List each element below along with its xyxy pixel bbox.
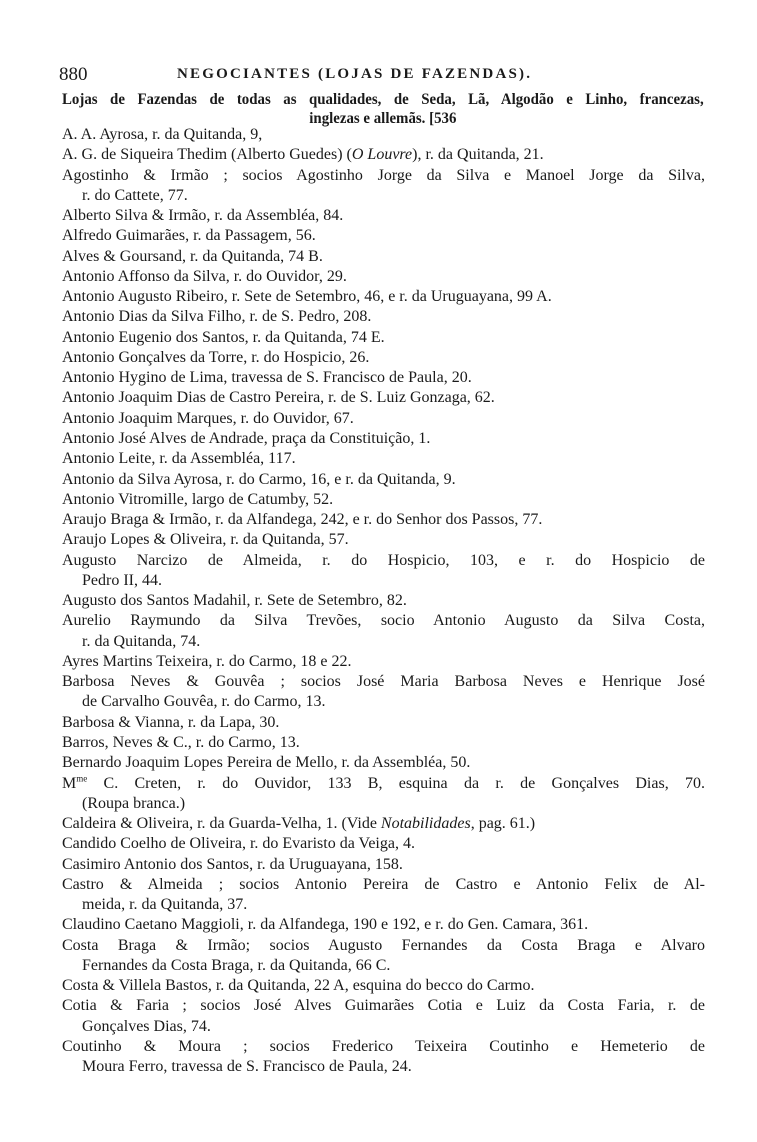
list-item (62, 206, 705, 226)
entry-continuation-line (62, 632, 705, 652)
list-item (62, 875, 705, 916)
entry-text: Costa Braga & Irmão; socios Augusto Fernandes da Costa Braga e Alvaro (62, 936, 705, 954)
entry-line (62, 206, 705, 226)
entry-line (62, 733, 705, 753)
entry-line (62, 449, 705, 469)
list-item (62, 307, 705, 327)
entry-text: Bernardo Joaquim Lopes Pereira de Mello, r. da Assembléa, 50. (62, 754, 471, 772)
list-item (62, 672, 705, 713)
merchant-list (62, 125, 705, 1077)
entry-text: Antonio Eugenio dos Santos, r. da Quitanda, 74 E. (62, 328, 385, 346)
entry-line (62, 814, 705, 834)
entry-line (62, 1037, 705, 1057)
entry-text: Antonio Joaquim Marques, r. do Ouvidor, 67. (62, 409, 354, 427)
list-item (62, 814, 705, 834)
list-item (62, 226, 705, 246)
entry-text: de Carvalho Gouvêa, r. do Carmo, 13. (82, 693, 326, 711)
list-item (62, 429, 705, 449)
entry-text: Costa & Villela Bastos, r. da Quitanda, 22 A, esquina do becco do Carmo. (62, 977, 535, 995)
entry-text: Antonio da Silva Ayrosa, r. do Carmo, 16, e r. da Quitanda, 9. (62, 470, 456, 488)
entry-text: Ayres Martins Teixeira, r. do Carmo, 18 e 22. (62, 652, 352, 670)
entry-text: Antonio Vitromille, largo de Catumby, 52. (62, 490, 334, 508)
entry-line (62, 976, 705, 996)
entry-text: Pedro II, 44. (82, 571, 162, 589)
entry-line (62, 753, 705, 773)
entry-line (62, 611, 705, 631)
list-item (62, 267, 705, 287)
list-item (62, 976, 705, 996)
entry-line (62, 307, 705, 327)
entry-line (62, 591, 705, 611)
entry-continuation-line (62, 692, 705, 712)
list-item (62, 166, 705, 207)
entry-text: Coutinho & Moura ; socios Frederico Teixeira Coutinho e Hemeterio de (62, 1037, 705, 1055)
entry-text: Barbosa Neves & Gouvêa ; socios José Maria Barbosa Neves e Henrique José (62, 673, 705, 691)
entry-line (62, 915, 705, 935)
list-item (62, 1037, 705, 1078)
entry-continuation-line (62, 794, 705, 814)
entry-text: Caldeira & Oliveira, r. da Guarda-Velha, 1. (Vide (62, 815, 381, 833)
entry-text: Antonio Joaquim Dias de Castro Pereira, r. de S. Luiz Gonzaga, 62. (62, 389, 495, 407)
entry-continuation-line (62, 1017, 705, 1037)
entry-text: Casimiro Antonio dos Santos, r. da Uruguayana, 158. (62, 855, 403, 873)
list-item (62, 774, 705, 815)
entry-text: Aurelio Raymundo da Silva Trevões, socio Antonio Augusto da Silva Costa, (62, 612, 705, 630)
list-item (62, 733, 705, 753)
entry-text: Antonio Hygino de Lima, travessa de S. Francisco de Paula, 20. (62, 369, 472, 387)
entry-line (62, 470, 705, 490)
entry-text: Cotia & Faria ; socios José Alves Guimarães Cotia e Luiz da Costa Faria, r. de (62, 997, 705, 1015)
entry-line (62, 328, 705, 348)
entry-line (62, 652, 705, 672)
list-item (62, 996, 705, 1037)
entry-text: Antonio Gonçalves da Torre, r. do Hospicio, 26. (62, 348, 370, 366)
list-item (62, 652, 705, 672)
entry-line (62, 936, 705, 956)
page-number: 880 (59, 64, 88, 85)
entry-text: A. A. Ayrosa, r. da Quitanda, 9, (62, 126, 263, 143)
entry-line (62, 530, 705, 550)
list-item (62, 936, 705, 977)
entry-line (62, 774, 705, 794)
superscript-text: me (76, 773, 88, 784)
entry-text: r. da Quitanda, 74. (82, 632, 201, 650)
entry-line (62, 834, 705, 854)
italic-text: Notabilidades (380, 815, 471, 833)
entry-text: Moura Ferro, travessa de S. Francisco de Paula, 24. (82, 1058, 412, 1076)
entry-line (62, 409, 705, 429)
entry-line (62, 368, 705, 388)
running-head: NEGOCIANTES (LOJAS DE FAZENDAS). (177, 66, 533, 82)
list-item (62, 490, 705, 510)
entry-text: Gonçalves Dias, 74. (82, 1017, 211, 1035)
list-item (62, 287, 705, 307)
entry-continuation-line (62, 186, 705, 206)
list-item (62, 388, 705, 408)
list-item (62, 368, 705, 388)
entry-text: C. Creten, r. do Ouvidor, 133 B, esquina da r. de Gonçalves Dias, 70. (87, 774, 705, 792)
entry-text: Augusto dos Santos Madahil, r. Sete de Setembro, 82. (62, 592, 407, 610)
entry-line (62, 267, 705, 287)
entry-text: Alves & Goursand, r. da Quitanda, 74 B. (62, 247, 323, 265)
entry-text: r. do Cattete, 77. (82, 186, 188, 204)
entry-line (62, 510, 705, 530)
subtitle-line-1: Lojas de Fazendas de todas as qualidades, de Seda, Lã, Algodão e Linho, francezas, (62, 91, 704, 108)
entry-line (62, 996, 705, 1016)
entry-text: M (62, 774, 77, 792)
entry-text: Castro & Almeida ; socios Antonio Pereira de Castro e Antonio Felix de Al- (62, 875, 705, 893)
list-item (62, 753, 705, 773)
list-item (62, 348, 705, 368)
entry-line (62, 490, 705, 510)
entry-continuation-line (62, 1057, 705, 1077)
list-item (62, 591, 705, 611)
list-item (62, 530, 705, 550)
list-item (62, 551, 705, 592)
entry-line (62, 226, 705, 246)
entry-text: Araujo Lopes & Oliveira, r. da Quitanda, 57. (62, 531, 349, 549)
list-item (62, 855, 705, 875)
entry-text: Antonio Leite, r. da Assembléa, 117. (62, 450, 296, 468)
list-item (62, 915, 705, 935)
section-subtitle (62, 90, 704, 128)
entry-line (62, 166, 705, 186)
list-item (62, 449, 705, 469)
entry-continuation-line (62, 895, 705, 915)
entry-text: Agostinho & Irmão ; socios Agostinho Jorge da Silva e Manoel Jorge da Silva, (62, 166, 705, 184)
entry-text: Araujo Braga & Irmão, r. da Alfandega, 242, e r. do Senhor dos Passos, 77. (62, 511, 543, 529)
entry-text: Antonio Augusto Ribeiro, r. Sete de Setembro, 46, e r. da Uruguayana, 99 A. (62, 288, 552, 306)
entry-text: Barros, Neves & C., r. do Carmo, 13. (62, 733, 300, 751)
entry-line (62, 145, 705, 165)
list-item (62, 611, 705, 652)
list-item (62, 409, 705, 429)
entry-line (62, 875, 705, 895)
entry-text: Claudino Caetano Maggioli, r. da Alfandega, 190 e 192, e r. do Gen. Camara, 361. (62, 916, 589, 934)
entry-continuation-line (62, 571, 705, 591)
entry-line (62, 855, 705, 875)
list-item (62, 713, 705, 733)
entry-line (62, 348, 705, 368)
entry-text: ), r. da Quitanda, 21. (412, 146, 544, 164)
entry-line (62, 388, 705, 408)
entry-text: Antonio Affonso da Silva, r. do Ouvidor, 29. (62, 267, 347, 285)
entry-text: meida, r. da Quitanda, 37. (82, 896, 248, 914)
entry-line (62, 125, 705, 145)
entry-line (62, 429, 705, 449)
entry-text: Augusto Narcizo de Almeida, r. do Hospicio, 103, e r. do Hospicio de (62, 551, 705, 569)
entry-text: Alberto Silva & Irmão, r. da Assembléa, 84. (62, 207, 344, 225)
entry-line (62, 713, 705, 733)
entry-text: Antonio José Alves de Andrade, praça da Constituição, 1. (62, 429, 431, 447)
entry-line (62, 551, 705, 571)
entry-text: Candido Coelho de Oliveira, r. do Evaristo da Veiga, 4. (62, 835, 415, 853)
list-item (62, 470, 705, 490)
list-item (62, 125, 705, 145)
entry-continuation-line (62, 956, 705, 976)
entry-text: Barbosa & Vianna, r. da Lapa, 30. (62, 713, 280, 731)
entry-text: A. G. de Siqueira Thedim (Alberto Guedes) ( (62, 146, 352, 164)
entry-line (62, 672, 705, 692)
list-item (62, 834, 705, 854)
italic-text: O Louvre (351, 146, 413, 164)
list-item (62, 328, 705, 348)
list-item (62, 510, 705, 530)
list-item (62, 145, 705, 165)
entry-line (62, 287, 705, 307)
entry-text: Antonio Dias da Silva Filho, r. de S. Pedro, 208. (62, 308, 372, 326)
entry-text: Fernandes da Costa Braga, r. da Quitanda, 66 C. (82, 956, 391, 974)
entry-text: , pag. 61.) (470, 815, 536, 833)
entry-line (62, 247, 705, 267)
entry-text: Alfredo Guimarães, r. da Passagem, 56. (62, 227, 316, 245)
list-item (62, 247, 705, 267)
entry-text: (Roupa branca.) (82, 794, 186, 812)
subtitle-line-2: inglezas e allemãs. [536 (309, 110, 457, 127)
